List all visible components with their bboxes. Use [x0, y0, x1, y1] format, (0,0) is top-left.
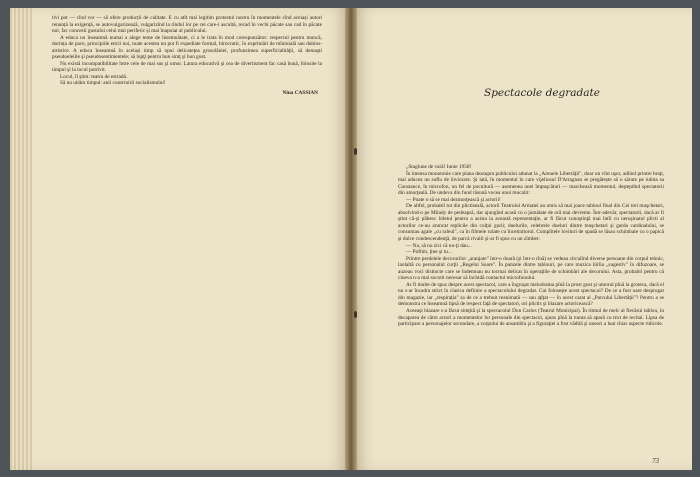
page-edge: [10, 8, 32, 470]
paragraph: — Na, să nu zici că nu-ţi dau...: [406, 242, 472, 249]
paragraph: În imensa monotonie care plana deasupra publicului adunat la „Arenele Libertăţii", doar un vînt uşor, adiind printre braţi, mai aducea un suflu de înviorare. Şi iată, în momentul în care vijeliosul D'Artagnan se pregătește să o sărute pe iubita sa Constance, în microfon, un fel de pocnitură — asemenea unei împuşcături — marchează momentul, deşteptînd spectatorii din amorţeală. De undeva din fund răsună vocea unui mucalit:: [398, 170, 664, 197]
paragraph: „Stagiune de vară! Iunie 1958!: [406, 164, 472, 170]
paragraph: tivi pot — cînd vor — să ofere producții de calitate. E cu atît mai legitim protestul nostru în momentele cînd aceiași autori renunță la exigență, se autovulgarizează, vulgarizînd la rîndul lor pe cei care-i ascultă, recad în vechi păcate sau cad în păcate noi, fac concesii gustului celui mai periferic și mai înapoiat al publicului.: [52, 15, 322, 35]
left-page: [10, 8, 350, 470]
binding-thread-mark: [354, 311, 357, 318]
book-spine: [345, 8, 357, 470]
paragraph: — Poftim, ţine şi tu...: [406, 249, 452, 256]
paragraph: De altfel, probabil tot din plictiseală, actorii Teatrului Armatei au omis să mai joace tabloul final din Cei trei muşchetari, absolvind-o pe Milady de pedeapsă, dar ajungînd acasă cu o jumătate de oră mai devreme. Într-adevăr, spectatorii, dacă ar fi ştiut că-şi plătesc biletul pentru a asista la această reprezentaţie, ar fi făcut cunoştinţă mai întîi cu neruşinatul plicti al actorilor ce-au aruncat replicile din colţul gurii; duelurile, celebrele dueluri dintre muşchetari şi garda cardinalului, se consumau agale „cu raleul", ca în filmele rulate cu încetinitorul. Cumplitele lovituri de spadă se lăsau schimbate cu o papică şi dulce condescendenţă, de parcă rivalii şi-ar fi spus cu un zîmbet:: [398, 203, 664, 243]
left-page-text: [52, 15, 322, 97]
paragraph: Nu există incompatibilitate între cele de mai sus şi umor. Latura educativă şi cea de divertisment fac casă bună, folosite la timpul şi la locul potrivit.: [52, 60, 322, 74]
paragraph: A educa nu înseamnă numai a alege teme de însemnătate, ci a le trata în mod corespunzător: respectul pentru muncă, dorința de pace, principiile eticii noi, toate acestea nu pot fi expediate formal, birocratic, în exprimări de mîntuială sau dubios-artistice. A educa înseamnă în același timp să opui delicateţea grosolăniei, profunzimea superficialităţii, să demaşti pseudoeleiile şi pseudosentimentele; să lupţi pentru bun simţ şi bun gust.: [52, 34, 322, 61]
paragraph: Locul, îl ştim: teatru de estradă.: [60, 73, 128, 80]
paragraph: Ar fi multe de spus despre acest spectacol, care a îngroşat melodrama pînă la prost gust şi umorul pînă la groteca, dacă el nu s-ar încadra strict în clasica definire a spectacolului degradat. Cui foloseşte acest spectacol? De ce a fost oare desprogat din magazie, iar „respiraţia" sa de ce a trebuit reanimată — sau aţîţat — în acest carat al „Parcului Libertăţii"? Pentru a se demonstra ce înseamnă lipsă de respect faţă de spectatori, ori plictis şi blazare actoricească?: [398, 281, 664, 308]
paragraph: Printre perdelele decorurilor „aranjate" într-o doară (și într-o rînă) se vedeau circulînd diverse persoane din corpul tehnic, laolaltă cu personalul curţii „Regelui Soare". În panzele dintre tablouri, pe care muzica hîrîia „sugestiv" în difuzoare, se auzeau voci distincte care se îndemnau nu tocmai delicat în operaţiile de schimbări ale decorului. Asta, probabil pentru că cineva n-a mai socotit necesar să închidă contactul microfonului.: [398, 255, 664, 282]
right-page-text: [398, 164, 664, 328]
author-signature: Nina CASSIAN: [282, 90, 318, 97]
right-page: [352, 8, 692, 470]
paragraph: Să nu uităm timpul: anii construirii socialismului!: [60, 80, 166, 87]
paragraph: Aceeaşi blazare s-a făcut simţită şi la spectacolul Don Carlos (Teatrul Municipal). În ritmul de melc al fiecărui tablou, în decaparea de către actori a momentelor lor personale din spectacol, ajuns pînă la nunta să apară cu text de recital. Lipsa de participare a personajelor secundare, a corpului de ansamblu şi a figuraţiei a fost vădită şi uneori a luat chiar aspecte ridicole.: [398, 308, 664, 328]
binding-thread-mark: [354, 148, 357, 155]
article-title: Spectacole degradate: [484, 87, 600, 99]
paragraph: — Poate o să se mai dezmorţească şi actorii!: [406, 196, 501, 203]
page-number: 73: [652, 457, 659, 465]
